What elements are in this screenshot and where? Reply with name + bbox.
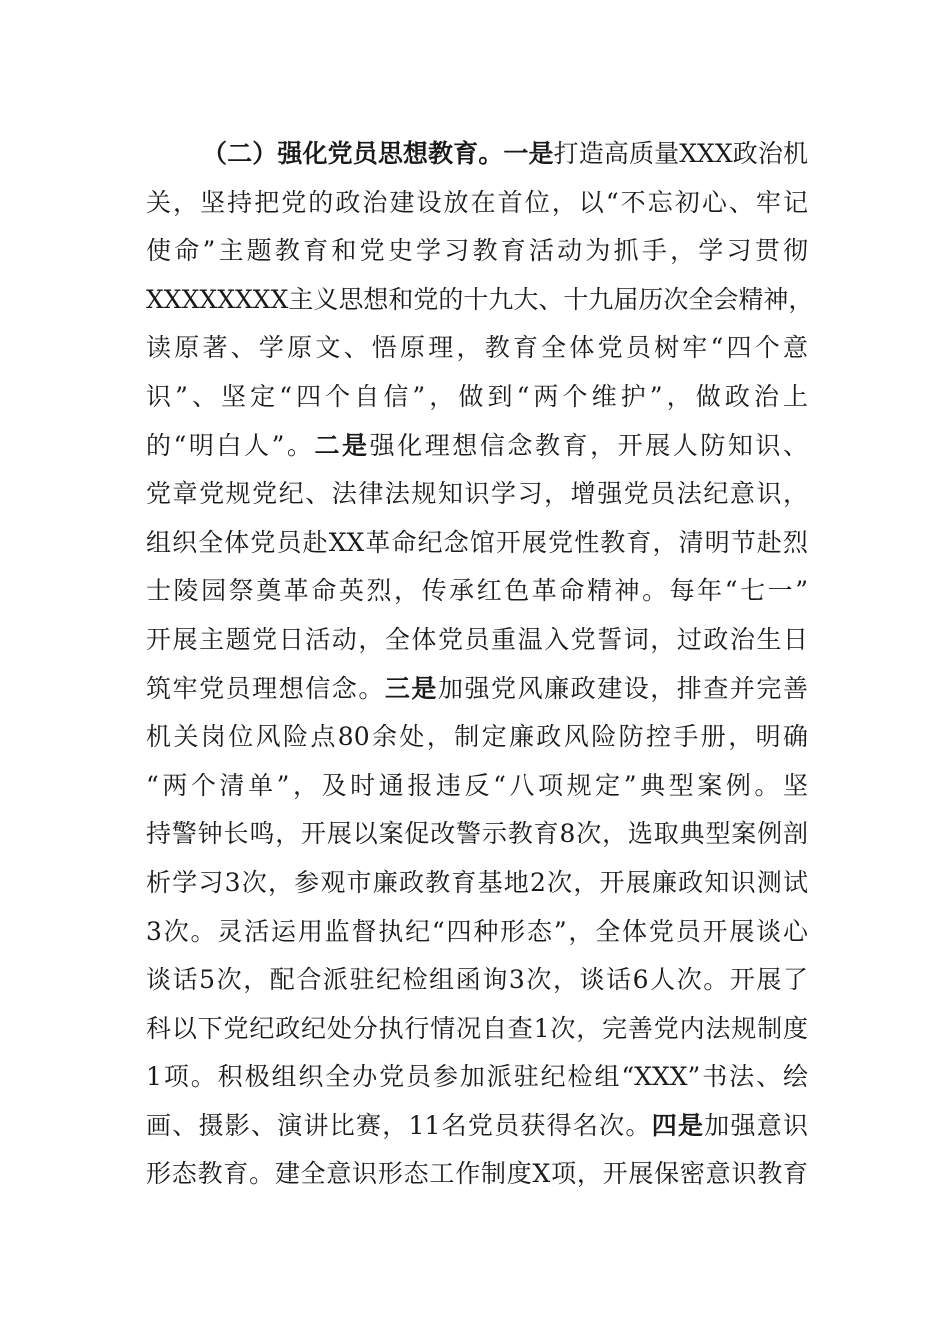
- text-segment: 读原著、学原文、悟原理，教育全体党员树牢“四个意: [146, 333, 808, 363]
- text-line: [146, 956, 808, 1005]
- text-line: [146, 373, 808, 422]
- text-line: [146, 276, 814, 325]
- text-segment: XXXXXXXX主义思想和党的十九大、十九届历次全会精神，: [146, 284, 814, 314]
- document-body: [146, 130, 814, 1199]
- text-line: [146, 567, 808, 616]
- text-segment: 加强意识: [704, 1110, 808, 1140]
- text-segment: 形态教育。建全意识形态工作制度X项，开展保密意识教育: [146, 1159, 808, 1189]
- text-segment: 画、摄影、演讲比赛，11名党员获得名次。: [146, 1110, 652, 1140]
- text-line: [146, 130, 808, 179]
- text-line: [146, 1150, 808, 1199]
- text-line: [146, 762, 808, 811]
- text-segment: 开展主题党日活动，全体党员重温入党誓词，过政治生日: [146, 624, 808, 654]
- text-segment: 的“明白人”。: [146, 430, 315, 460]
- text-line: [146, 1053, 808, 1102]
- text-line: [146, 1102, 808, 1151]
- point-marker: 一是: [503, 139, 554, 168]
- text-line: [146, 1005, 808, 1054]
- text-segment: 筑牢党员理想信念。: [146, 673, 385, 703]
- text-line: [146, 859, 808, 908]
- text-line: [146, 810, 808, 859]
- text-segment: “两个清单”，及时通报违反“八项规定”典型案例。坚: [146, 770, 808, 800]
- point-marker: 二是: [314, 430, 370, 460]
- text-segment: 加强党风廉政建设，排查并完善: [437, 673, 808, 703]
- text-segment: 强化理想信念教育，开展人防知识、: [369, 430, 808, 460]
- text-segment: 1项。积极组织全办党员参加派驻纪检组“XXX”书法、绘: [146, 1062, 808, 1092]
- text-line: [146, 713, 808, 762]
- text-line: [146, 422, 808, 471]
- point-marker: 三是: [384, 673, 438, 703]
- text-segment: 3次。灵活运用监督执纪“四种形态”，全体党员开展谈心: [146, 916, 808, 946]
- text-segment: 组织全体党员赴XX革命纪念馆开展党性教育，清明节赴烈: [146, 527, 808, 557]
- text-segment: 关，坚持把党的政治建设放在首位，以“不忘初心、牢记: [146, 187, 808, 217]
- text-segment: 使命”主题教育和党史学习教育活动为抓手，学习贯彻: [146, 236, 808, 266]
- text-line: [146, 179, 808, 228]
- text-line: [146, 227, 808, 276]
- text-segment: 党章党规党纪、法律法规知识学习，增强党员法纪意识，: [146, 479, 808, 509]
- text-line: [146, 908, 808, 957]
- text-segment: 识”、坚定“四个自信”，做到“两个维护”，做政治上: [146, 381, 808, 411]
- point-marker: 四是: [651, 1110, 705, 1140]
- text-line: [146, 470, 808, 519]
- text-line: [146, 324, 808, 373]
- text-segment: 持警钟长鸣，开展以案促改警示教育8次，选取典型案例剖: [146, 819, 808, 849]
- text-segment: 析学习3次，参观市廉政教育基地2次，开展廉政知识测试: [146, 867, 808, 897]
- text-segment: 打造高质量XXX政治机: [553, 139, 808, 168]
- text-line: [146, 665, 808, 714]
- text-segment: 科以下党纪政纪处分执行情况自查1次，完善党内法规制度: [146, 1013, 808, 1043]
- text-segment: 机关岗位风险点80余处，制定廉政风险防控手册，明确: [146, 722, 808, 752]
- text-segment: 谈话5次，配合派驻纪检组函询3次，谈话6人次。开展了: [146, 965, 808, 995]
- text-line: [146, 519, 808, 568]
- text-segment: 士陵园祭奠革命英烈，传承红色革命精神。每年“七一”: [146, 576, 808, 606]
- text-line: [146, 616, 808, 665]
- section-heading: （二）强化党员思想教育。: [202, 139, 504, 168]
